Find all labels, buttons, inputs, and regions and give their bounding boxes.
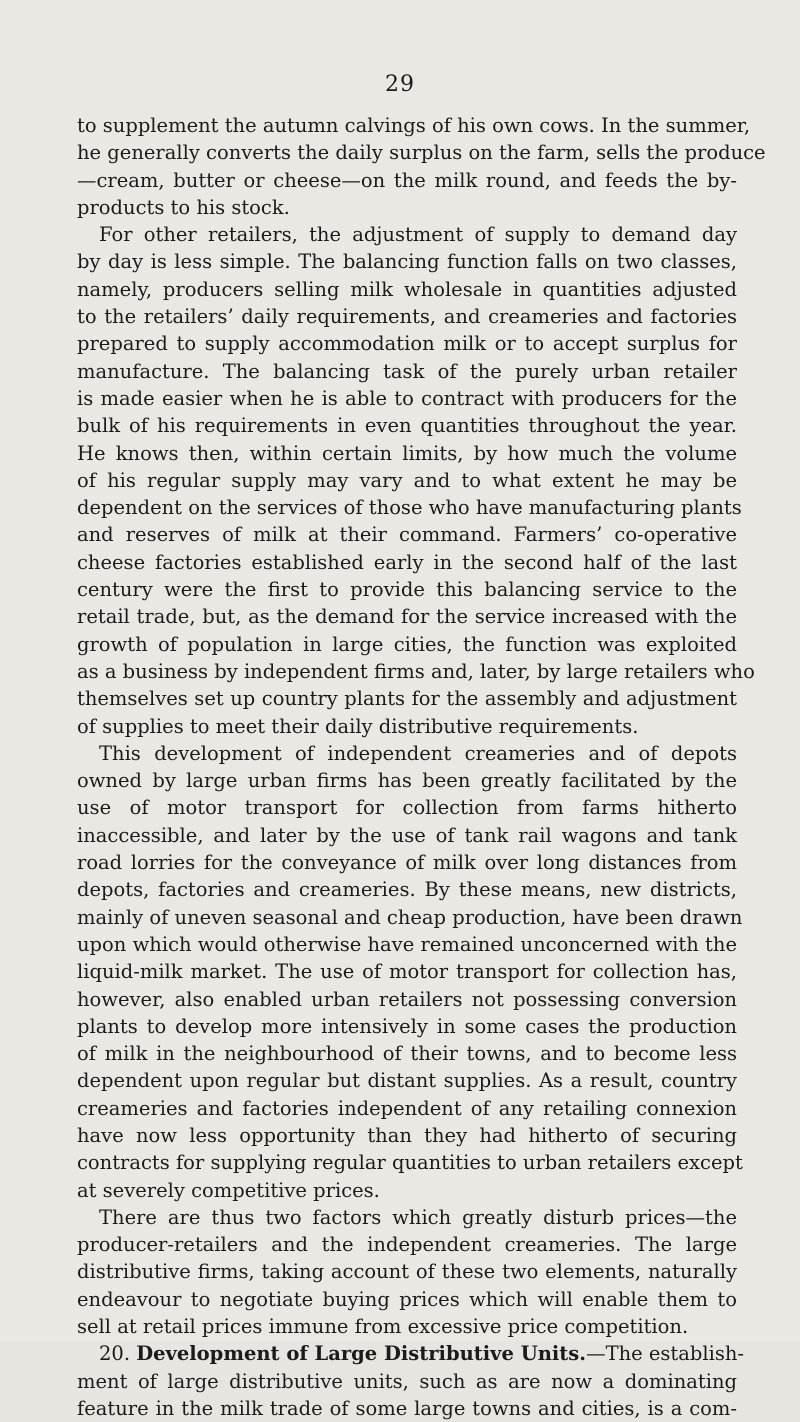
text-line: cheese factories established early in the second half of the last <box>77 550 737 574</box>
text-line: There are thus two factors which greatly disturb prices—the <box>99 1205 737 1229</box>
section-heading-line <box>77 1340 745 1367</box>
text-line: is made easier when he is able to contract with producers for the <box>77 386 737 410</box>
text-line: growth of population in large cities, the function was exploited <box>77 632 737 656</box>
text-line: This development of independent creameries and of depots <box>99 741 737 765</box>
text-line: endeavour to negotiate buying prices which will enable them to <box>77 1287 737 1311</box>
text-line: ment of large distributive units, such as are now a dominating <box>77 1369 737 1393</box>
text-line: and reserves of milk at their command. Farmers’ co-operative <box>77 523 737 547</box>
text-line: retail trade, but, as the demand for the service increased with the <box>77 605 737 629</box>
text-line: —cream, butter or cheese—on the milk round, and feeds the by- <box>77 168 737 192</box>
text-line: For other retailers, the adjustment of supply to demand day <box>99 223 737 247</box>
text-line: creameries and factories independent of any retailing connexion <box>77 1096 737 1120</box>
text-line: of supplies to meet their daily distributive requirements. <box>77 714 639 738</box>
text-line: bulk of his requirements in even quantities throughout the year. <box>77 414 737 438</box>
text-line: however, also enabled urban retailers not possessing conversion <box>77 987 737 1011</box>
text-line: producer-retailers and the independent creameries. The large <box>77 1233 737 1257</box>
text-line: depots, factories and creameries. By these means, new districts, <box>77 878 737 902</box>
text-line: he generally converts the daily surplus on the farm, sells the produce <box>77 141 766 165</box>
text-line: products to his stock. <box>77 195 290 219</box>
text-line: liquid-milk market. The use of motor transport for collection has, <box>77 960 737 984</box>
text-line: of milk in the neighbourhood of their towns, and to become less <box>77 1042 737 1066</box>
text-line: prepared to supply accommodation milk or to accept surplus for <box>77 332 737 356</box>
text-line: inaccessible, and later by the use of tank rail wagons and tank <box>77 823 737 847</box>
text-line: to the retailers’ daily requirements, and creameries and factories <box>77 305 737 329</box>
text-line: dependent upon regular but distant supplies. As a result, country <box>77 1069 737 1093</box>
text-line: by day is less simple. The balancing function falls on two classes, <box>77 250 737 274</box>
text-line: namely, producers selling milk wholesale in quantities adjusted <box>77 277 737 301</box>
text-line: of his regular supply may vary and to what extent he may be <box>77 468 737 492</box>
text-line: sell at retail prices immune from excessive price competition. <box>77 1315 689 1339</box>
text-line: to supplement the autumn calvings of his own cows. In the summer, <box>77 114 751 137</box>
section-heading: Development of Large Distributive Units. <box>136 1342 587 1366</box>
text-line: themselves set up country plants for the assembly and adjustment <box>77 687 737 711</box>
text-line: plants to develop more intensively in some cases the production <box>77 1014 737 1038</box>
text-line: road lorries for the conveyance of milk over long distances from <box>77 851 737 875</box>
text-line: at severely competitive prices. <box>77 1178 380 1202</box>
text-line: use of motor transport for collection from farms hitherto <box>77 796 737 820</box>
section-text: —The establish- <box>586 1342 745 1366</box>
text-line: owned by large urban firms has been greatly facilitated by the <box>77 769 737 793</box>
text-line: century were the first to provide this balancing service to the <box>77 578 737 602</box>
text-line: have now less opportunity than they had hitherto of securing <box>77 1123 737 1147</box>
page-number: 29 <box>385 72 415 97</box>
text-line: upon which would otherwise have remained unconcerned with the <box>77 932 737 956</box>
section-number: 20. <box>99 1342 131 1366</box>
text-line: contracts for supplying regular quantities to urban retailers except <box>77 1151 743 1175</box>
text-line: mainly of uneven seasonal and cheap production, have been drawn <box>77 905 743 929</box>
text-line: manufacture. The balancing task of the purely urban retailer <box>77 359 737 383</box>
body-text <box>77 112 766 1422</box>
text-line: He knows then, within certain limits, by how much the volume <box>77 441 737 465</box>
text-line: as a business by independent firms and, later, by large retailers who <box>77 659 755 683</box>
text-line: distributive firms, taking account of these two elements, naturally <box>77 1260 737 1284</box>
text-line: feature in the milk trade of some large towns and cities, is a com- <box>77 1396 737 1420</box>
text-line: dependent on the services of those who have manufacturing plants <box>77 496 742 520</box>
